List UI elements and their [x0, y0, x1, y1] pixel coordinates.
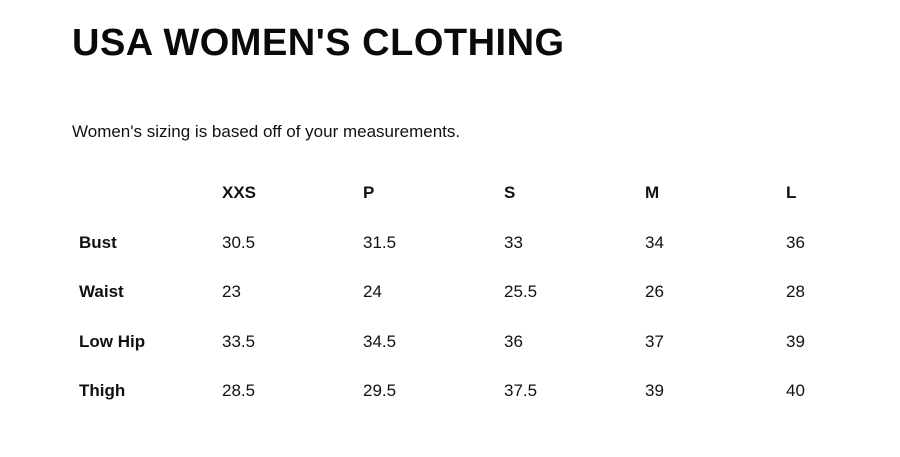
row-label-low-hip: Low Hip — [79, 331, 146, 351]
column-header-xxs: XXS — [222, 183, 257, 203]
bust-s-value: 33 — [504, 232, 523, 252]
size-chart-page — [0, 22, 900, 416]
thigh-xxs-value: 28.5 — [222, 381, 256, 401]
low-hip-p-value: 34.5 — [363, 331, 397, 351]
low-hip-m-value: 37 — [645, 331, 664, 351]
row-label-waist: Waist — [79, 282, 124, 302]
table-row-thigh — [72, 367, 860, 417]
size-chart-table — [72, 169, 860, 417]
bust-m-value: 34 — [645, 232, 664, 252]
waist-m-value: 26 — [645, 282, 664, 302]
row-label-bust: Bust — [79, 232, 117, 252]
bust-l-value: 36 — [786, 232, 805, 252]
table-header-row — [72, 169, 860, 219]
bust-xxs-value: 30.5 — [222, 232, 256, 252]
column-header-l: L — [786, 183, 797, 203]
thigh-p-value: 29.5 — [363, 381, 397, 401]
waist-s-value: 25.5 — [504, 282, 538, 302]
page-subtitle: Women's sizing is based off of your measurements. — [72, 121, 461, 141]
low-hip-s-value: 36 — [504, 331, 523, 351]
waist-l-value: 28 — [786, 282, 805, 302]
table-row-waist — [72, 268, 860, 318]
table-row-low-hip — [72, 317, 860, 367]
table-row-bust — [72, 218, 860, 268]
column-header-s: S — [504, 183, 516, 203]
low-hip-xxs-value: 33.5 — [222, 331, 256, 351]
waist-xxs-value: 23 — [222, 282, 241, 302]
thigh-s-value: 37.5 — [504, 381, 538, 401]
bust-p-value: 31.5 — [363, 232, 397, 252]
thigh-m-value: 39 — [645, 381, 664, 401]
column-header-p: P — [363, 183, 375, 203]
thigh-l-value: 40 — [786, 381, 805, 401]
column-header-m: M — [645, 183, 660, 203]
page-title: USA WOMEN'S CLOTHING — [72, 22, 565, 64]
low-hip-l-value: 39 — [786, 331, 805, 351]
row-label-thigh: Thigh — [79, 381, 126, 401]
waist-p-value: 24 — [363, 282, 382, 302]
